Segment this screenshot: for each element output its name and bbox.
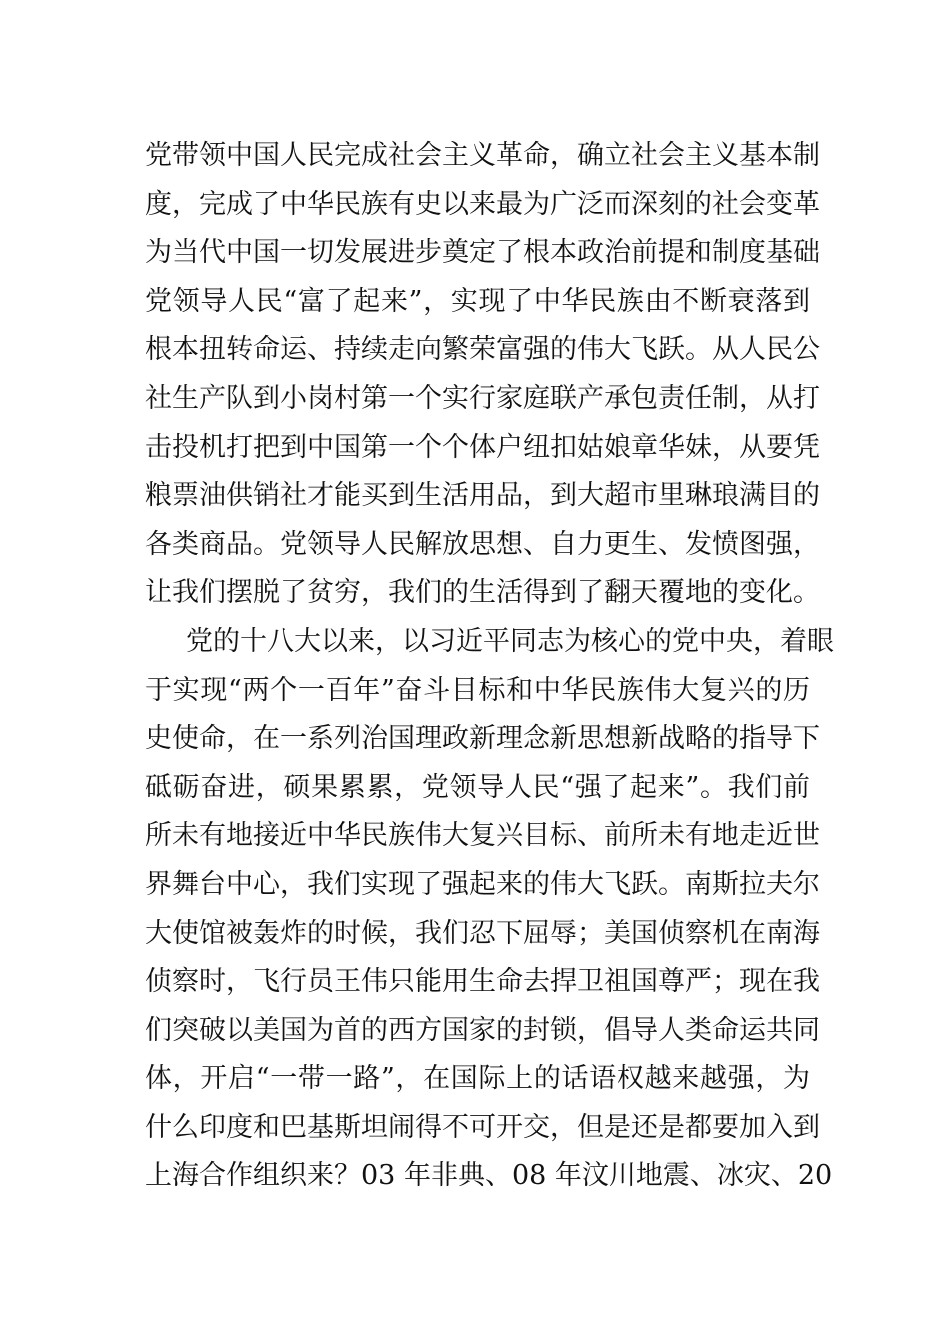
text-line: 上海合作组织来？03 年非典、08 年汶川地震、冰灾、20 [145, 1160, 833, 1192]
text-line: 让我们摆脱了贫穷，我们的生活得到了翻天覆地的变化。 [145, 577, 820, 609]
text-line: 根本扭转命运、持续走向繁荣富强的伟大飞跃。从人民公 [145, 334, 820, 366]
text-line: 什么印度和巴基斯坦闹得不可开交，但是还是都要加入到 [145, 1111, 820, 1143]
text-line: 史使命，在一系列治国理政新理念新思想新战略的指导下 [145, 723, 820, 755]
text-line: 击投机打把到中国第一个个体户纽扣姑娘章华妹，从要凭 [145, 431, 820, 463]
text-line: 界舞台中心，我们实现了强起来的伟大飞跃。南斯拉夫尔 [145, 868, 820, 900]
text-line: 党的十八大以来，以习近平同志为核心的党中央，着眼 [186, 625, 834, 657]
text-line: 砥砺奋进，硕果累累，党领导人民“强了起来”。我们前 [145, 771, 810, 803]
text-line: 粮票油供销社才能买到生活用品，到大超市里琳琅满目的 [145, 480, 820, 512]
text-line: 于实现“两个一百年”奋斗目标和中华民族伟大复兴的历 [145, 674, 810, 706]
text-line: 为当代中国一切发展进步奠定了根本政治前提和制度基础 [145, 237, 820, 269]
text-line: 度，完成了中华民族有史以来最为广泛而深刻的社会变革 [145, 188, 820, 220]
text-line: 各类商品。党领导人民解放思想、自力更生、发愤图强， [145, 528, 820, 560]
text-line: 所未有地接近中华民族伟大复兴目标、前所未有地走近世 [145, 820, 820, 852]
text-line: 侦察时，飞行员王伟只能用生命去捍卫祖国尊严；现在我 [145, 966, 820, 998]
text-line: 体，开启“一带一路”，在国际上的话语权越来越强，为 [145, 1063, 810, 1095]
text-line: 党领导人民“富了起来”，实现了中华民族由不断衰落到 [145, 285, 810, 317]
text-line: 们突破以美国为首的西方国家的封锁，倡导人类命运共同 [145, 1014, 820, 1046]
text-line: 大使馆被轰炸的时候，我们忍下屈辱；美国侦察机在南海 [145, 917, 820, 949]
text-line: 党带领中国人民完成社会主义革命，确立社会主义基本制 [145, 140, 820, 171]
text-line: 社生产队到小岗村第一个实行家庭联产承包责任制，从打 [145, 382, 820, 414]
body-text [145, 132, 834, 1201]
